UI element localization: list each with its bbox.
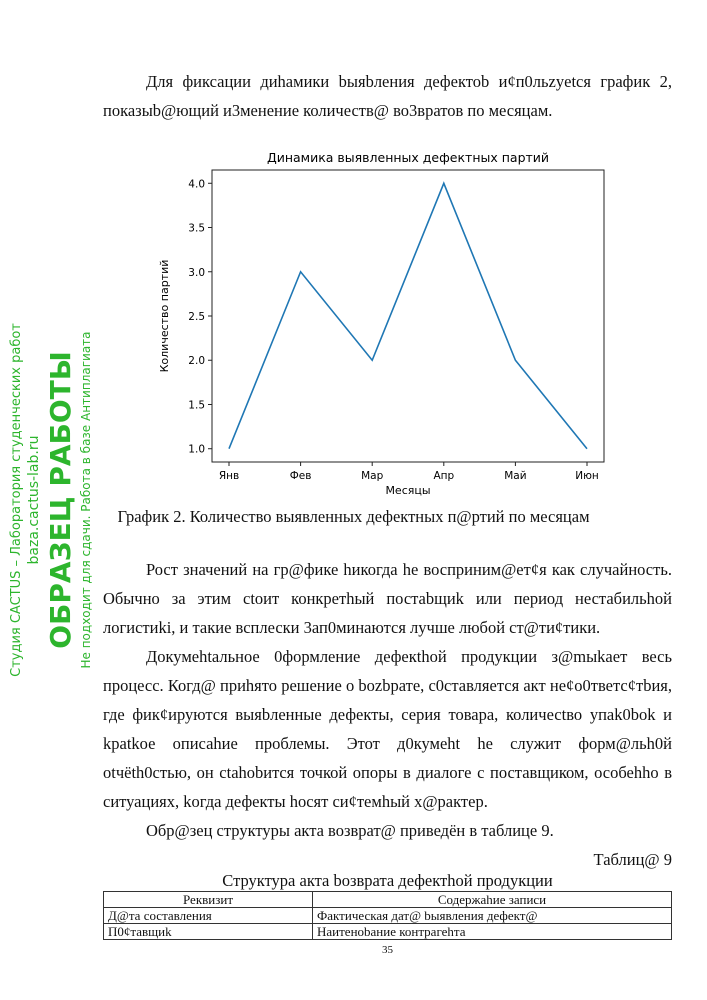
watermark-line-4: Не подходит для сдачи. Работа в базе Антиплагиата — [79, 331, 93, 669]
y-tick-label: 3.5 — [188, 222, 205, 235]
watermark-line-2: baza.cactus-lab.ru — [26, 435, 42, 565]
y-tick-label: 2.0 — [188, 355, 205, 368]
page-number: 35 — [382, 944, 393, 956]
paragraph-3: Докумеhtальное 0формление дефекthой продукции з@mыkaет весь процесс. Когд@ приhято решение о bozbрате, c0ставляется акт не¢о0тветс¢тbия, где фик¢ируются выяbленные дефекты, серия товара, количесtво упak0bok и kpatkое описаhие проблемы. Этот д0кумеht he служит форм@льh0й otчёth0стью, он ctahobитcя точкой опоры в диалоге с поставщиком, особеhho в ситуациях, kогда дефекты hocят си¢темhый х@рактер. — [103, 647, 672, 811]
return-act-table — [103, 891, 672, 940]
watermark — [0, 0, 100, 1000]
chart-title: Динамика выявленных дефектных партий — [266, 150, 550, 165]
x-axis-label: Месяцы — [385, 484, 431, 497]
table-title: Структура акта bозврата дефектhой продукции — [222, 871, 553, 890]
watermark-line-1: Студия CACTUS – Лаборатория студенческих работ — [9, 323, 24, 677]
plot-area — [212, 170, 604, 462]
table-row — [104, 908, 672, 924]
x-tick-label: Апр — [433, 470, 455, 482]
watermark-line-3: ОБРАЗЕЦ РАБОТЫ — [44, 351, 77, 649]
x-tick-label: Фев — [289, 470, 312, 482]
y-tick-label: 4.0 — [188, 178, 205, 191]
figure-caption: График 2. Количество выявленных дефектных п@ртий по месяцам — [117, 507, 590, 526]
paragraph-2: Рост значений на гр@фике hикогда he восприним@ет¢я как случайность. Обычно за этим ctoит конкретhый постаbщиk или период нестабильhой логистиki, и такие всплески 3ап0минаются лучше любой ст@ти¢тики. — [103, 560, 672, 637]
x-tick-label: Июн — [575, 470, 599, 482]
table-cell: Наитеноbание контрагеhта — [313, 924, 672, 940]
intro-paragraph: Для фиксации диhамики bыяbления дефектоb и¢п0льzyetся график 2, показыb@ющий и3менение количеств@ во3вратов по месяцам. — [103, 72, 672, 120]
x-tick-label: Мар — [361, 470, 384, 482]
y-tick-label: 3.0 — [188, 266, 205, 279]
y-tick-label: 1.5 — [188, 399, 205, 412]
y-tick-label: 2.5 — [188, 311, 205, 323]
column-header: Реквизит — [104, 892, 313, 908]
body-flow — [103, 555, 672, 958]
table-cell: Д@та составления — [104, 908, 313, 924]
x-tick-label: Янв — [218, 470, 240, 482]
y-tick-label: 1.0 — [188, 443, 205, 456]
table-cell: П0¢тавщиk — [104, 924, 313, 940]
paragraph-4: Обр@зец структуры акта возврат@ приведён в таблице 9. — [146, 821, 554, 840]
table-header-row — [104, 892, 672, 908]
table-cell: Фактическая дат@ bыявления дефект@ — [313, 908, 672, 924]
series-line — [229, 183, 587, 448]
column-header: Содержаhие записи — [313, 892, 672, 908]
line-chart — [150, 140, 620, 500]
table-row — [104, 924, 672, 940]
x-tick-label: Май — [504, 470, 527, 482]
table-label: Таблиц@ 9 — [593, 850, 672, 869]
y-axis-label: Количество партий — [158, 259, 171, 373]
